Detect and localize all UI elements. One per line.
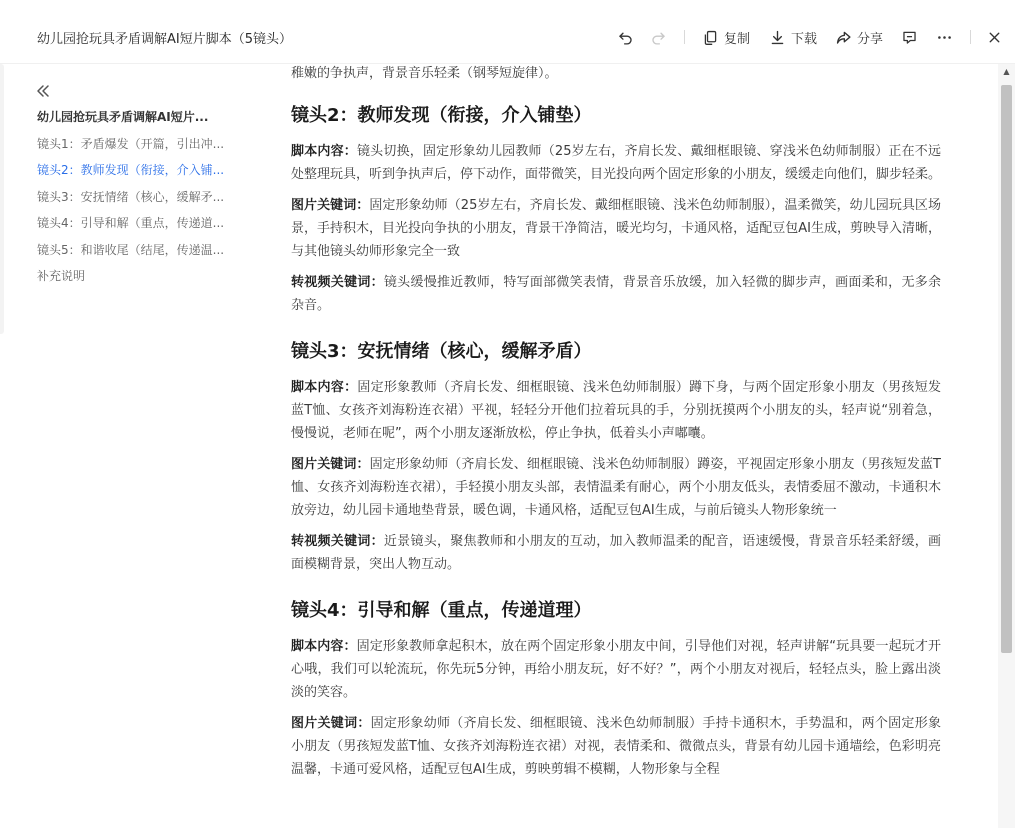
- share-label: 分享: [857, 31, 884, 47]
- script-label: 脚本内容：: [291, 380, 358, 395]
- script-paragraph: [291, 635, 941, 704]
- image-keywords-label: 图片关键词：: [291, 198, 370, 213]
- video-keywords-paragraph: [291, 530, 941, 576]
- section-heading-shot4: 镜头4：引导和解（重点，传递道理）: [291, 600, 592, 621]
- share-button[interactable]: [835, 26, 883, 48]
- section-heading-shot2: 镜头2：教师发现（衔接，介入铺垫）: [291, 105, 592, 126]
- redo-button[interactable]: [650, 26, 667, 48]
- paragraph-top: 稚嫩的争执声，背景音乐轻柔（钢琴短旋律）。: [291, 66, 558, 81]
- section-heading-shot3: 镜头3：安抚情绪（核心，缓解矛盾）: [291, 341, 592, 362]
- script-text: 固定形象教师拿起积木，放在两个固定形象小朋友中间，引导他们对视，轻声讲解“玩具要一起玩才开心哦，我们可以轮流玩，你先玩5分钟，再给小朋友玩，好不好？”，两个小朋友对视后，轻轻点头，脸上露出淡淡的笑容。: [291, 639, 941, 700]
- image-keywords-label: 图片关键词：: [291, 457, 370, 472]
- image-keywords-paragraph: [291, 194, 941, 263]
- video-keywords-label: 转视频关键词：: [291, 275, 384, 290]
- outline-item-shot2[interactable]: 镜头2：教师发现（衔接，介入铺...: [37, 163, 225, 177]
- video-keywords-text: 镜头缓慢推近教师，特写面部微笑表情，背景音乐放缓，加入轻微的脚步声，画面柔和，无多余杂音。: [291, 275, 941, 313]
- script-paragraph: [291, 140, 941, 186]
- redo-icon: [650, 29, 667, 46]
- comment-button[interactable]: [901, 26, 918, 48]
- scrollbar-thumb[interactable]: [1001, 85, 1012, 653]
- script-text: 固定形象教师（齐肩长发、细框眼镜、浅米色幼师制服）蹲下身，与两个固定形象小朋友（男孩短发蓝T恤、女孩齐刘海粉连衣裙）平视，轻轻分开他们拉着玩具的手，分别抚摸两个小朋友的头，轻声说“别着急，慢慢说，老师在呢”，两个小朋友逐渐放松，停止争执，低着头小声嘟囔。: [291, 380, 941, 441]
- image-keywords-text: 固定形象幼师（25岁左右，齐肩长发、戴细框眼镜、浅米色幼师制服），温柔微笑，幼儿园玩具区场景，手持积木，目光投向争执的小朋友，背景干净简洁，暖光均匀，卡通风格，适配豆包AI生成，剪映导入清晰，与其他镜头幼师形象完全一致: [291, 198, 941, 259]
- script-text: 镜头切换，固定形象幼儿园教师（25岁左右，齐肩长发、戴细框眼镜、穿浅米色幼师制服）正在不远处整理玩具，听到争执声后，停下动作，面带微笑，目光投向两个固定形象的小朋友，缓缓走向他们，脚步轻柔。: [291, 144, 941, 182]
- undo-button[interactable]: [617, 26, 634, 48]
- close-button[interactable]: [986, 26, 1003, 48]
- comment-icon: [901, 29, 918, 46]
- download-label: 下载: [791, 31, 818, 47]
- download-button[interactable]: [769, 26, 817, 48]
- more-icon: [936, 29, 953, 46]
- outline-list: [37, 108, 237, 294]
- image-keywords-paragraph: [291, 712, 941, 781]
- video-keywords-text: 近景镜头，聚焦教师和小朋友的互动，加入教师温柔的配音，语速缓慢，背景音乐轻柔舒缓，画面模糊背景，突出人物互动。: [291, 534, 941, 572]
- copy-icon: [702, 29, 719, 46]
- video-keywords-label: 转视频关键词：: [291, 534, 384, 549]
- undo-icon: [617, 29, 634, 46]
- share-icon: [835, 29, 852, 46]
- close-icon: [986, 29, 1003, 46]
- download-icon: [769, 29, 786, 46]
- more-button[interactable]: [936, 26, 953, 48]
- image-keywords-text: 固定形象幼师（齐肩长发、细框眼镜、浅米色幼师制服）手持卡通积木，手势温和，两个固定形象小朋友（男孩短发蓝T恤、女孩齐刘海粉连衣裙）对视，表情柔和、微微点头，背景有幼儿园卡通墙绘，色彩明亮温馨，卡通可爱风格，适配豆包AI生成，剪映剪辑不模糊，人物形象与全程: [291, 716, 941, 777]
- outline-item-shot3[interactable]: 镜头3：安抚情绪（核心，缓解矛...: [37, 189, 225, 204]
- toolbar-divider: [684, 30, 685, 44]
- outline-item-shot1[interactable]: 镜头1：矛盾爆发（开篇，引出冲...: [37, 136, 225, 151]
- outline-item-notes[interactable]: 补充说明: [37, 269, 86, 283]
- copy-button[interactable]: [702, 26, 750, 48]
- outline-item-shot5[interactable]: 镜头5：和谐收尾（结尾，传递温...: [37, 242, 225, 257]
- image-keywords-label: 图片关键词：: [291, 716, 371, 731]
- document-title: 幼儿园抢玩具矛盾调解AI短片脚本（5镜头）: [37, 32, 292, 47]
- image-keywords-paragraph: [291, 453, 941, 522]
- scroll-up-arrow-icon[interactable]: ▲: [1003, 67, 1010, 76]
- document-content: [291, 64, 941, 828]
- collapse-icon: [34, 82, 52, 100]
- script-label: 脚本内容：: [291, 639, 357, 654]
- script-paragraph: [291, 376, 941, 445]
- collapse-sidebar-button[interactable]: [34, 82, 52, 100]
- top-bar: [0, 0, 1015, 64]
- outline-item-shot4[interactable]: 镜头4：引导和解（重点，传递道...: [37, 216, 225, 230]
- toolbar-divider: [970, 30, 971, 44]
- image-keywords-text: 固定形象幼师（齐肩长发、细框眼镜、浅米色幼师制服）蹲姿，平视固定形象小朋友（男孩短发蓝T恤、女孩齐刘海粉连衣裙），手轻摸小朋友头部，表情温柔有耐心，两个小朋友低头，表情委屈不激动，卡通积木放旁边，幼儿园卡通地垫背景，暖色调，卡通风格，适配豆包AI生成，与前后镜头人物形象统一: [291, 457, 941, 518]
- copy-label: 复制: [724, 31, 751, 47]
- video-keywords-paragraph: [291, 271, 941, 317]
- script-label: 脚本内容：: [291, 144, 357, 159]
- outline-item-title[interactable]: 幼儿园抢玩具矛盾调解AI短片...: [37, 110, 209, 124]
